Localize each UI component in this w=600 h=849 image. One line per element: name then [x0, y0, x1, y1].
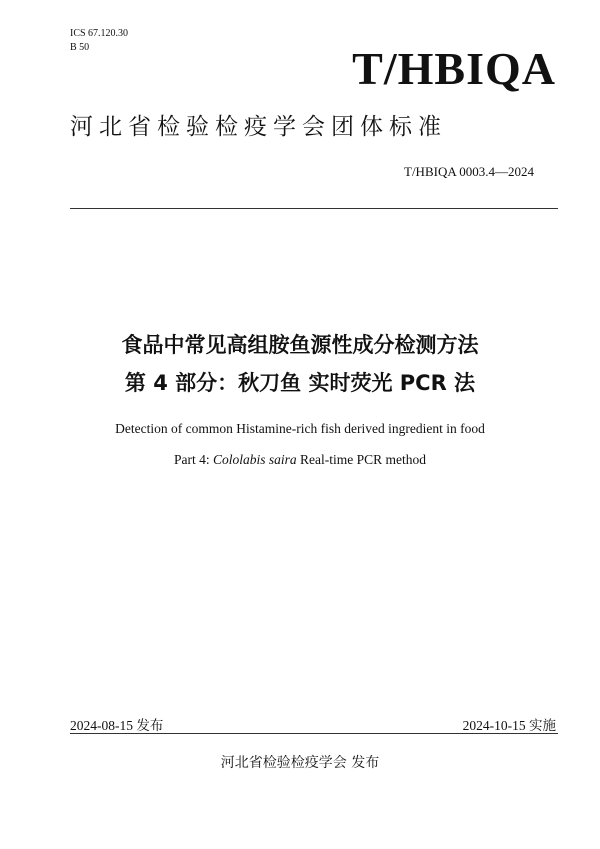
issue-date: 2024-08-15 发布 [70, 718, 164, 733]
english-title-line2 [0, 452, 600, 468]
ics-code: ICS 67.120.30 [70, 28, 129, 39]
top-divider [70, 208, 558, 209]
organization-title: 河北省检验检疫学会团体标准 [70, 114, 447, 140]
chinese-title-line2: 第 4 部分：秋刀鱼 实时荧光 PCR 法 [124, 371, 476, 395]
standard-code: T/HBIQA 0003.4—2024 [404, 164, 534, 179]
bottom-divider [70, 733, 558, 734]
brand-logo-text: T/HBIQA [352, 43, 556, 94]
ccs-code: B 50 [70, 42, 90, 53]
english-title-prefix: Part 4: [173, 452, 213, 467]
publisher: 河北省检验检疫学会 发布 [220, 755, 380, 771]
english-title-line1: Detection of common Histamine-rich fish derived ingredient in food [115, 421, 485, 436]
implement-date: 2024-10-15 实施 [462, 718, 556, 733]
classification-codes [70, 27, 128, 55]
species-name: Cololabis saira [212, 452, 297, 467]
chinese-title-line1: 食品中常见高组胺鱼源性成分检测方法 [121, 333, 479, 357]
english-title-suffix: Real-time PCR method [296, 452, 427, 467]
